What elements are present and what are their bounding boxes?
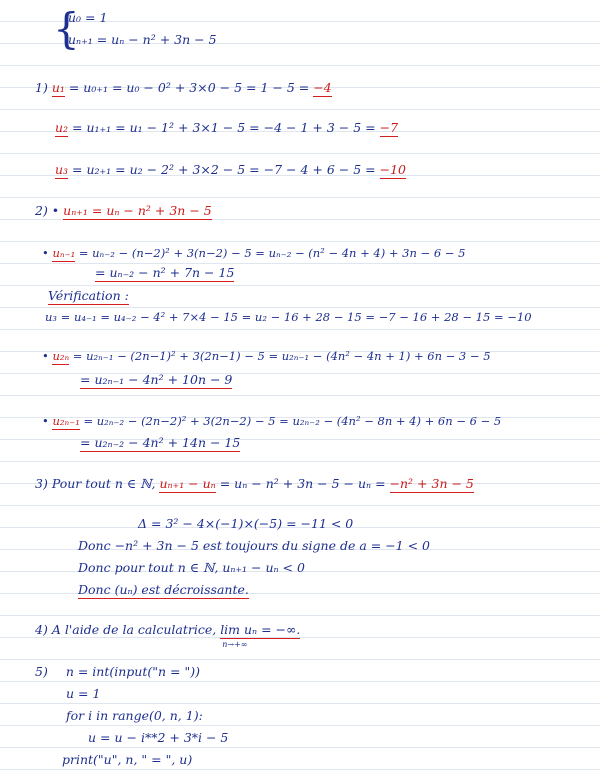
system-brace: { — [53, 4, 80, 53]
b2-result: = u₂ₙ₋₁ − 4n² + 10n − 9 — [80, 372, 233, 387]
q1-line-u3 — [55, 162, 406, 178]
u1-label: u₁ — [51, 80, 65, 95]
q3-donc-3: Donc (uₙ) est décroissante. — [78, 582, 249, 597]
recurrence-relation: uₙ₊₁ = uₙ − n² + 3n − 5 — [68, 32, 217, 47]
b2-result-line — [80, 372, 232, 388]
code-line-1: n = int(input("n = ")) — [65, 664, 200, 679]
b1-line: • uₙ₋₁ = uₙ₋₂ − (n−2)² + 3(n−2) − 5 = uₙ₋₂ − (n² − 4n + 4) + 3n − 6 − 5 — [42, 246, 466, 260]
b3-result-line — [80, 435, 240, 451]
b2-label: u₂ₙ — [52, 349, 70, 363]
q1-line-u1 — [35, 80, 332, 96]
q3-delta: Δ = 3² − 4×(−1)×(−5) = −11 < 0 — [138, 516, 354, 531]
b3-result: = u₂ₙ₋₂ − 4n² + 14n − 15 — [80, 435, 241, 450]
u2-calc: = u₁₊₁ = u₁ − 1² + 3×1 − 5 = −4 − 1 + 3 − 5 = — [68, 120, 380, 135]
q3-line — [35, 476, 474, 492]
q1-line-u2 — [55, 120, 398, 136]
q4-limit-sub: n→+∞ — [222, 640, 248, 649]
q3-donc-2: Donc pour tout n ∈ ℕ, uₙ₊₁ − uₙ < 0 — [78, 560, 305, 575]
u3-calc: = u₂₊₁ = u₂ − 2² + 3×2 − 5 = −7 − 4 + 6 − 5 = — [68, 162, 380, 177]
u1-result: −4 — [313, 80, 332, 95]
code-line-4: u = u − i**2 + 3*i − 5 — [88, 730, 229, 745]
q3-pre: Pour tout n ∈ ℕ, — [51, 476, 160, 491]
b3-label: u₂ₙ₋₁ — [52, 414, 80, 428]
code-line-3: for i in range(0, n, 1): — [66, 708, 203, 723]
b3-line: • u₂ₙ₋₁ = u₂ₙ₋₂ − (2n−2)² + 3(2n−2) − 5 = u₂ₙ₋₂ − (4n² − 8n + 4) + 6n − 6 − 5 — [42, 414, 502, 428]
b1-result: = uₙ₋₂ − n² + 7n − 15 — [95, 265, 235, 280]
u3-label: u₃ — [55, 162, 69, 177]
code-line-2: u = 1 — [66, 686, 101, 701]
u1-calc: = u₀₊₁ = u₀ − 0² + 3×0 − 5 = 1 − 5 = — [64, 80, 314, 95]
q5-line-1 — [35, 664, 200, 680]
b3-calc: = u₂ₙ₋₂ − (2n−2)² + 3(2n−2) − 5 = u₂ₙ₋₂ − (4n² − 8n + 4) + 6n − 6 − 5 — [79, 414, 502, 428]
u3-result: −10 — [379, 162, 406, 177]
q5-number: 5) — [35, 664, 48, 679]
q4-number: 4) — [35, 622, 48, 637]
b1-calc: = uₙ₋₂ − (n−2)² + 3(n−2) − 5 = uₙ₋₂ − (n² − 4n + 4) + 3n − 6 − 5 — [75, 246, 466, 260]
b1-result-line — [95, 265, 234, 281]
b2-calc: = u₂ₙ₋₁ − (2n−1)² + 3(2n−1) − 5 = u₂ₙ₋₁ − (4n² − 4n + 1) + 6n − 3 − 5 — [69, 349, 491, 363]
verification-label: Vérification : — [48, 288, 129, 303]
code-line-5: print("u", n, " = ", u) — [62, 752, 193, 767]
q2-number: 2) • — [35, 203, 60, 218]
b1-label: uₙ₋₁ — [52, 246, 76, 260]
u2-result: −7 — [379, 120, 399, 135]
u2-label: u₂ — [55, 120, 69, 135]
q3-donc-1: Donc −n² + 3n − 5 est toujours du signe de a = −1 < 0 — [78, 538, 431, 553]
q3-result: −n² + 3n − 5 — [389, 476, 474, 491]
q4-text: A l'aide de la calculatrice, — [51, 622, 221, 637]
q3-mid: = uₙ − n² + 3n − 5 − uₙ = — [215, 476, 390, 491]
b2-line: • u₂ₙ = u₂ₙ₋₁ − (2n−1)² + 3(2n−1) − 5 = u₂ₙ₋₁ − (4n² − 4n + 1) + 6n − 3 − 5 — [42, 349, 491, 363]
q3-donc-3-line — [78, 582, 249, 598]
q2-recurrence-formula: uₙ₊₁ = uₙ − n² + 3n − 5 — [63, 203, 212, 218]
q3-number: 3) — [35, 476, 48, 491]
initial-term: u₀ = 1 — [68, 10, 108, 25]
q3-difference: uₙ₊₁ − uₙ — [159, 476, 216, 491]
q4-limit: lim uₙ = −∞. — [220, 622, 301, 637]
q2-recurrence — [35, 203, 212, 219]
verification-label-line — [48, 288, 129, 304]
verification-line: u₃ = u₄₋₁ = u₄₋₂ − 4² + 7×4 − 15 = u₂ − 16 + 28 − 15 = −7 − 16 + 28 − 15 = −10 — [45, 310, 532, 324]
q4-line — [35, 622, 301, 649]
q1-number: 1) — [35, 80, 48, 95]
q4-limit-wrap — [220, 622, 301, 649]
